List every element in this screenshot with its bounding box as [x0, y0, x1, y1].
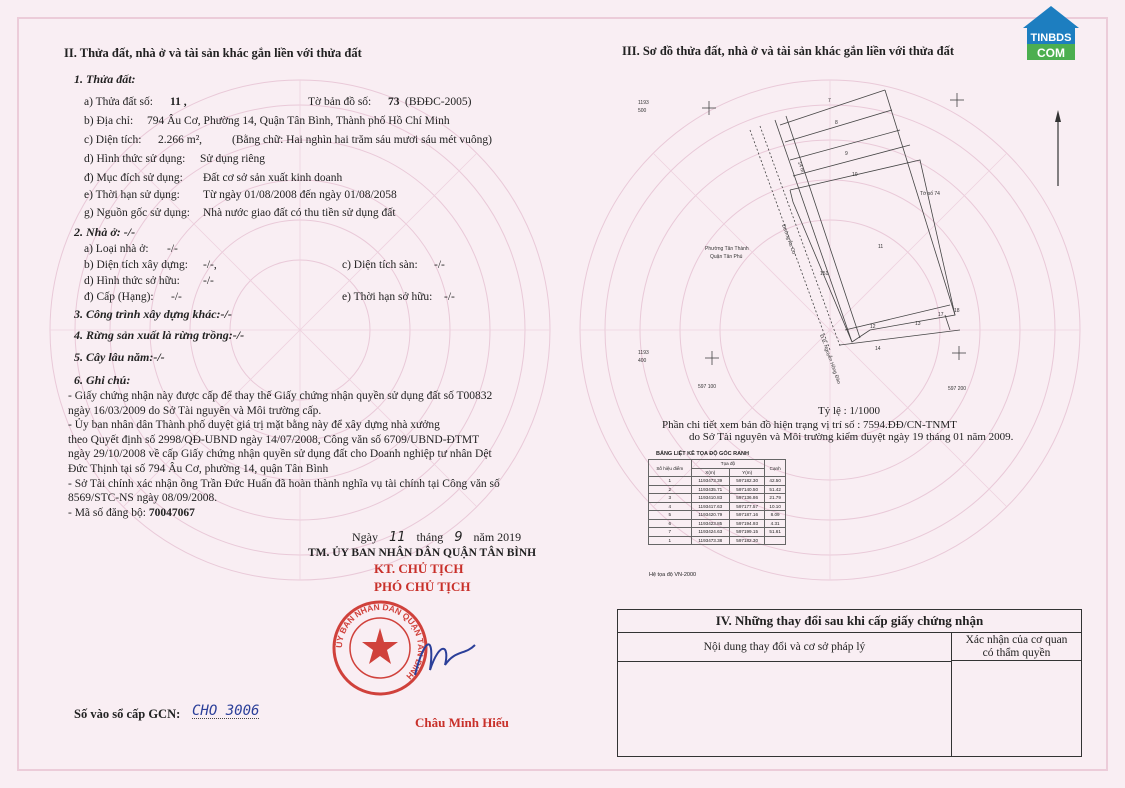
cell: 51.42	[765, 485, 786, 494]
coord-header-x: X(m)	[691, 468, 729, 477]
committee-name: TM. ỦY BAN NHÂN DÂN QUẬN TÂN BÌNH	[308, 547, 537, 559]
cell: 1	[649, 477, 692, 486]
origin-value: Nhà nước giao đất có thu tiền sử dụng đất	[203, 207, 396, 219]
reg-code-value: 70047067	[148, 506, 195, 519]
changes-col1-header: Nội dung thay đổi và cơ sở pháp lý	[618, 633, 951, 662]
signature-scribble	[410, 630, 480, 690]
area-value: 2.266 m²,	[158, 134, 203, 146]
cell: 8.09	[765, 511, 786, 520]
col2-header-line: có thẩm quyền	[982, 647, 1051, 659]
table-row	[649, 528, 786, 537]
own-form-label: d) Hình thức sở hữu:	[84, 275, 180, 287]
table-row	[649, 494, 786, 503]
section4-title: IV. Những thay đổi sau khi cấp giấy chứng nhận	[618, 610, 1081, 633]
cell: 597199.15	[730, 528, 765, 537]
house-type-value: -/-	[167, 243, 178, 255]
vice-chairman: PHÓ CHỦ TỊCH	[374, 579, 471, 594]
coord-table	[648, 459, 786, 545]
purpose-label: đ) Mục đích sử dụng:	[84, 172, 183, 184]
own-term-label: e) Thời hạn sở hữu:	[342, 291, 433, 303]
house-type-label: a) Loại nhà ở:	[84, 243, 149, 255]
note-line: ngày 29/10/2008 về cấp Giấy chứng nhận quyền sử dụng đất cho Doanh nghiệp tư nhân Dệt	[68, 448, 492, 461]
note-line: theo Quyết định số 2998/QĐ-UBND ngày 14/07/2008, Công văn số 6709/UBND-ĐTMT	[68, 433, 480, 446]
cell: 42.50	[765, 477, 786, 486]
col2-header-line: Xác nhận của cơ quan	[965, 634, 1068, 646]
map-label: Tờ bản đồ số:	[308, 96, 372, 108]
cell: 597177.57	[730, 502, 765, 511]
cell: 4	[649, 502, 692, 511]
section3-title: III. Sơ đồ thửa đất, nhà ở và tài sản khác gắn liền với thửa đất	[622, 44, 955, 58]
address-value: 794 Âu Cơ, Phường 14, Quận Tân Bình, Thành phố Hồ Chí Minh	[147, 115, 450, 127]
reg-code-label: - Mã số đăng bộ:	[68, 506, 146, 519]
changes-col-confirm	[952, 633, 1081, 756]
parcel-number: 8	[835, 120, 838, 126]
tinbds-logo	[1021, 4, 1081, 62]
purpose-value: Đất cơ sở sản xuất kinh doanh	[203, 172, 343, 184]
date-day: 11	[389, 530, 406, 545]
section2-title: II. Thửa đất, nhà ở và tài sản khác gắn liền với thửa đất	[64, 46, 362, 60]
date-year: năm 2019	[473, 530, 522, 544]
changes-col2-header	[952, 633, 1081, 661]
cell: 597140.50	[730, 485, 765, 494]
grade-label: đ) Cấp (Hạng):	[84, 291, 154, 303]
floor-area-label: c) Diện tích sàn:	[342, 259, 418, 271]
cell: 1193424.63	[691, 528, 729, 537]
parcel-number: 17	[938, 312, 944, 318]
stamp-text: ỦY BAN NHÂN DÂN QUẬN TÂN BÌNH	[333, 601, 427, 682]
cell: 21.79	[765, 494, 786, 503]
month-label: tháng	[416, 530, 444, 544]
use-form-label: d) Hình thức sử dụng:	[84, 153, 186, 165]
coord-table-title: BẢNG LIỆT KÊ TỌA ĐỘ GÓC RANH	[656, 451, 749, 457]
registry-label: Số vào sổ cấp GCN:	[74, 707, 181, 721]
table-row	[649, 502, 786, 511]
grid-label: 400	[638, 358, 647, 364]
cell: 597187.16	[730, 511, 765, 520]
grid-label: 1193	[638, 350, 649, 356]
excerpt-line-1: Phần chi tiết xem bản đồ hiện trạng vị trí số : 7594.ĐĐ/CN-TNMT	[662, 419, 957, 431]
parcel-number: 10	[852, 172, 858, 178]
date-prefix: Ngày	[352, 530, 378, 544]
changes-col-content	[618, 633, 952, 756]
term-label: e) Thời hạn sử dụng:	[84, 189, 180, 201]
table-row	[649, 511, 786, 520]
grid-label: 597 100	[698, 384, 717, 390]
logo-line1: TINBDS	[1030, 32, 1072, 44]
north-arrow-icon	[1050, 110, 1066, 190]
road-label: Đường Âu Cơ	[780, 223, 797, 256]
scale-text: Tỷ lệ : 1/1000	[818, 405, 881, 417]
parcel-label: a) Thửa đất số:	[84, 96, 153, 108]
cell: 51.61	[765, 528, 786, 537]
cell: 4.31	[765, 519, 786, 528]
table-row	[649, 536, 786, 545]
ward-label: Phường Tân Thành	[705, 246, 749, 252]
sign-date	[352, 530, 521, 545]
construction-line: 3. Công trình xây dựng khác:-/-	[74, 307, 232, 321]
grid-label: 1193	[638, 100, 649, 106]
district-label: Quận Tân Phú	[710, 254, 743, 260]
cell: 5	[649, 511, 692, 520]
own-form-value: -/-	[203, 275, 214, 287]
floor-area-value: -/-	[434, 259, 445, 271]
coord-system: Hệ tọa độ VN-2000	[649, 572, 697, 578]
width-label: 14 m	[796, 160, 806, 174]
cell: 2	[649, 485, 692, 494]
changes-table	[617, 609, 1082, 757]
cell: 1193473.39	[691, 477, 729, 486]
parcel-number: 7	[828, 98, 831, 104]
parcel-number: 18	[954, 308, 960, 314]
build-area-value: -/-,	[203, 259, 217, 271]
street2-label: Đ.B. Nguyễn Hồng Đào	[818, 333, 842, 385]
note-line: - Ủy ban nhân dân Thành phố duyệt giá trị mặt bằng này để xây dựng nhà xưởng	[68, 419, 440, 432]
cell: 1	[649, 536, 692, 545]
land-heading: 1. Thửa đất:	[74, 72, 136, 86]
map-value: 73	[388, 96, 400, 108]
area-words: (Bằng chữ: Hai nghìn hai trăm sáu mươi sáu mét vuông)	[232, 134, 492, 146]
note-line: ngày 16/03/2009 do Sở Tài nguyên và Môi trường cấp.	[68, 404, 322, 417]
coord-header-coord: Tọa độ	[691, 460, 765, 469]
cell: 1193435.71	[691, 485, 729, 494]
parcel-number: 151	[820, 271, 829, 277]
excerpt-line-2: do Sở Tài nguyên và Môi trường kiểm duyệt ngày 19 tháng 01 năm 2009.	[689, 431, 1014, 443]
cell: 1193420.79	[691, 511, 729, 520]
cell: 3	[649, 494, 692, 503]
registry-value: CHO 3006	[192, 703, 260, 719]
area-label: c) Diện tích:	[84, 134, 142, 146]
cell	[765, 536, 786, 545]
cell: 10.10	[765, 502, 786, 511]
parcel-number-main: 11	[878, 244, 884, 250]
note-line: - Sở Tài chính xác nhận ông Trần Đức Huấn đã hoàn thành nghĩa vụ tài chính tại Công văn số	[68, 477, 500, 490]
parcel-value: 11 ,	[170, 96, 187, 108]
kt-chairman: KT. CHỦ TỊCH	[374, 561, 464, 576]
coord-header-y: Y(m)	[730, 468, 765, 477]
table-row	[649, 519, 786, 528]
table-row	[649, 485, 786, 494]
coord-header-point: Số hiệu điểm	[649, 460, 692, 477]
coord-header-length: Cạnh	[765, 460, 786, 477]
address-label: b) Địa chỉ:	[84, 115, 134, 127]
reg-code-line	[68, 506, 500, 521]
notes-block	[68, 389, 500, 520]
term-value: Từ ngày 01/08/2008 đến ngày 01/08/2058	[203, 189, 397, 201]
trees-line: 5. Cây lâu năm:-/-	[74, 350, 165, 364]
notes-heading: 6. Ghi chú:	[74, 373, 131, 387]
grade-value: -/-	[171, 291, 182, 303]
cell: 1193417.63	[691, 502, 729, 511]
note-line: Đức Thịnh tại số 794 Âu Cơ, phường 14, quận Tân Bình	[68, 462, 329, 475]
cell: 7	[649, 528, 692, 537]
table-row	[649, 477, 786, 486]
origin-label: g) Nguồn gốc sử dụng:	[84, 207, 190, 219]
cell: 597182.30	[730, 477, 765, 486]
house-heading: 2. Nhà ở: -/-	[74, 225, 136, 239]
grid-label: 500	[638, 108, 647, 114]
map-note: (BĐĐC-2005)	[405, 96, 472, 108]
build-area-label: b) Diện tích xây dựng:	[84, 259, 188, 271]
cell: 1193410.83	[691, 494, 729, 503]
grid-label: 597 200	[948, 386, 967, 392]
parcel-number: 13	[915, 321, 921, 327]
cell: 597182.30	[730, 536, 765, 545]
signer-name: Châu Minh Hiếu	[415, 715, 509, 730]
note-line: 8569/STC-NS ngày 08/09/2008.	[68, 492, 218, 505]
parcel-number: 9	[845, 151, 848, 157]
parcel-ref-label: Tờ số 74	[920, 191, 940, 197]
date-month: 9	[454, 530, 463, 545]
parcel-diagram	[630, 80, 990, 400]
cell: 6	[649, 519, 692, 528]
cell: 597194.93	[730, 519, 765, 528]
forest-line: 4. Rừng sản xuất là rừng trồng:-/-	[74, 328, 245, 342]
own-term-value: -/-	[444, 291, 455, 303]
use-form-value: Sử dụng riêng	[200, 153, 266, 165]
note-line: - Giấy chứng nhận này được cấp để thay thế Giấy chứng nhận quyền sử dụng đất số T00832	[68, 390, 493, 402]
cell: 597136.86	[730, 494, 765, 503]
logo-line2: COM	[1037, 46, 1065, 60]
cell: 1193473.38	[691, 536, 729, 545]
cell: 1193423.85	[691, 519, 729, 528]
parcel-number: 12	[870, 324, 876, 330]
parcel-number: 14	[875, 346, 881, 352]
